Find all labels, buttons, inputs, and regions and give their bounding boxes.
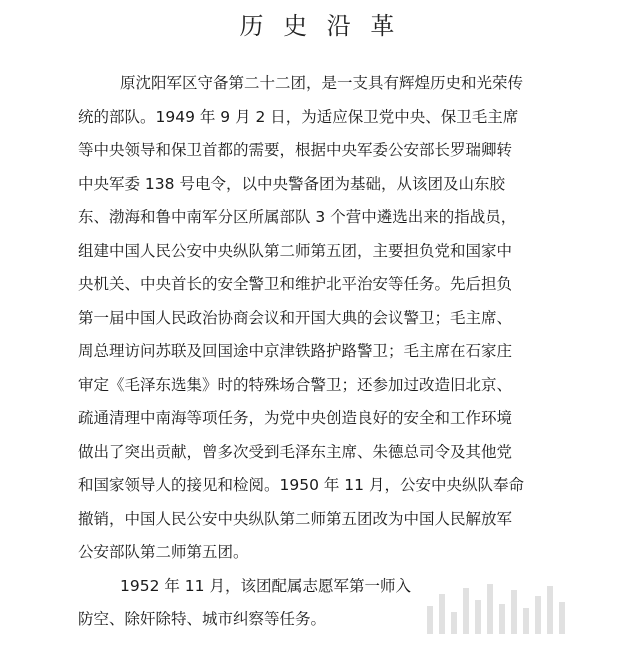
text-line: 疏通清理中南海等项任务，为党中央创造良好的安全和工作环境 <box>78 409 513 427</box>
text-line: 原沈阳军区守备第二十二团，是一支具有辉煌历史和光荣传 <box>120 74 524 92</box>
text-line: 中央军委 138 号电令，以中央警备团为基础，从该团及山东胶 <box>78 174 505 193</box>
text-line: 组建中国人民公安中央纵队第二师第五团，主要担负党和国家中 <box>78 241 513 260</box>
watermark-graphic <box>427 580 627 634</box>
text-line: 等中央领导和保卫首都的需要，根据中央军委公安部长罗瑞卿转 <box>78 141 513 159</box>
text-line: 第一届中国人民政治协商会议和开国大典的会议警卫；毛主席、 <box>78 308 513 327</box>
text-line: 撤销，中国人民公安中央纵队第二师第五团改为中国人民解放军 <box>78 509 513 528</box>
text-line: 审定《毛泽东选集》时的特殊场合警卫；还参加过改造旧北京、 <box>78 375 513 394</box>
text-line: 和国家领导人的接见和检阅。1950 年 11 月，公安中央纵队奉命 <box>78 476 524 494</box>
text-line: 防空、除奸除特、城市纠察等任务。 <box>78 610 327 628</box>
text-line: 东、渤海和鲁中南军分区所属部队 3 个营中遴选出来的指战员， <box>78 208 517 226</box>
text-line: 公安部队第二师第五团。 <box>78 543 249 561</box>
text-line: 统的部队。1949 年 9 月 2 日，为适应保卫党中央、保卫毛主席 <box>78 107 519 126</box>
text-line: 做出了突出贡献，曾多次受到毛泽东主席、朱德总司令及其他党 <box>78 442 513 461</box>
document-title: 历 史 沿 革 <box>239 12 401 40</box>
text-line: 1952 年 11 月，该团配属志愿军第一师入 <box>120 576 411 595</box>
text-line: 周总理访问苏联及回国途中京津铁路护路警卫；毛主席在石家庄 <box>78 342 513 360</box>
text-line: 央机关、中央首长的安全警卫和维护北平治安等任务。先后担负 <box>78 275 513 293</box>
